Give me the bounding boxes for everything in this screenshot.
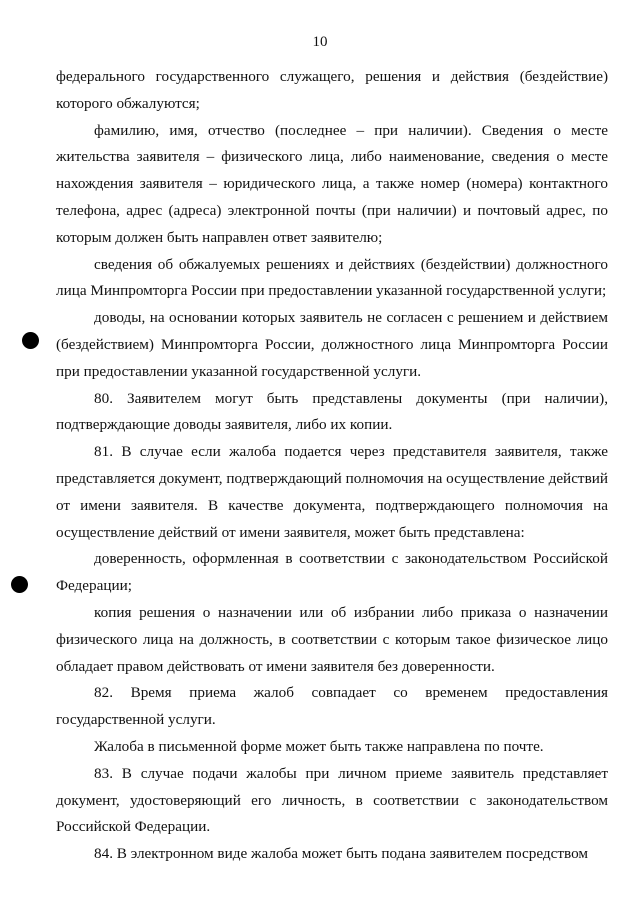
paragraph: 84. В электронном виде жалоба может быть подана заявителем посредством [94, 845, 588, 863]
paragraph: 81. В случае если жалоба подается через представителя заявителя, также представляется документ, подтверждающий полномочия на осуществление действий от имени заявителя. В качестве документа, подтверждающего полномочия на осуществление действий от имени заявителя, может быть представлена: [56, 443, 608, 541]
paragraph: доверенность, оформленная в соответствии с законодательством Российской Федерации; [56, 550, 608, 595]
paragraph: Жалоба в письменной форме может быть также направлена по почте. [94, 737, 544, 755]
binder-hole-mark [11, 576, 28, 593]
paragraph: доводы, на основании которых заявитель не согласен с решением и действием (бездействием) Минпромторга России, должностного лица Минпромторга России при предоставлении указанной государственной услуги. [56, 309, 608, 380]
paragraph: 82. Время приема жалоб совпадает со временем предоставления государственной услуги. [56, 684, 608, 729]
binder-hole-mark [22, 332, 39, 349]
paragraph: 80. Заявителем могут быть представлены документы (при наличии), подтверждающие доводы заявителя, либо их копии. [56, 389, 608, 434]
paragraph: 83. В случае подачи жалобы при личном приеме заявитель представляет документ, удостоверяющий его личность, в соответствии с законодательством Российской Федерации. [56, 764, 608, 836]
paragraph: фамилию, имя, отчество (последнее – при наличии). Сведения о месте жительства заявителя – физического лица, либо наименование, сведения о месте нахождения заявителя – юридического лица, а также номер (номера) контактного телефона, адрес (адреса) электронной почты (при наличии) и почтовый адрес, по которым должен быть направлен ответ заявителю; [56, 121, 608, 246]
document-body [56, 64, 608, 868]
paragraph: копия решения о назначении или об избрании либо приказа о назначении физического лица на должность, в соответствии с которым такое физическое лицо обладает правом действовать от имени заявителя без доверенности. [56, 603, 608, 675]
paragraph: сведения об обжалуемых решениях и действиях (бездействии) должностного лица Минпромторга России при предоставлении указанной государственной услуги; [56, 255, 608, 300]
page-number: 10 [312, 34, 328, 50]
paragraph: федерального государственного служащего, решения и действия (бездействие) которого обжалуются; [56, 68, 608, 112]
